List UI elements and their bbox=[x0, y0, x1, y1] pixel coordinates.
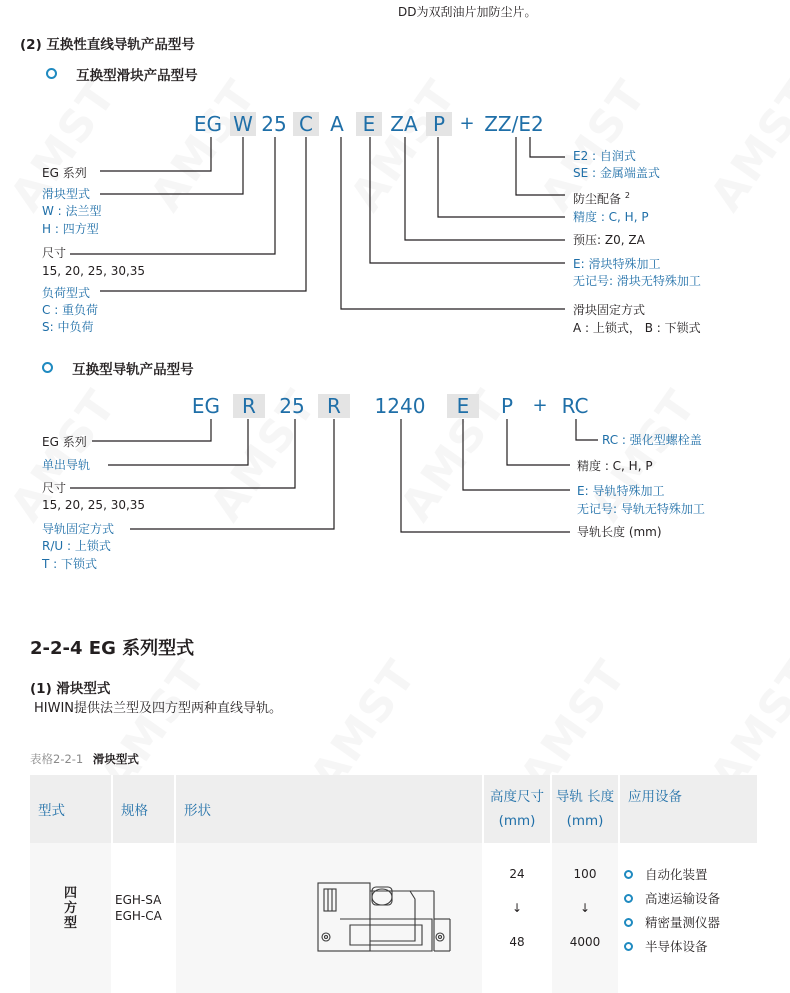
application-item: 自动化装置 bbox=[624, 863, 756, 887]
code-segment: ZZ/E2 bbox=[484, 112, 544, 136]
label-size-values: 15, 20, 25, 30,35 bbox=[42, 264, 146, 278]
code-plus: + bbox=[459, 113, 475, 134]
cell-height: 24 ↓ 48 bbox=[483, 843, 551, 973]
label-mount: 滑块固定方式 bbox=[573, 303, 646, 317]
rail-model-title: 互换型导轨产品型号 bbox=[42, 357, 194, 375]
cell-type: 四 方 型 bbox=[30, 843, 112, 973]
bullet-icon bbox=[624, 870, 633, 879]
block-drawing-icon bbox=[310, 881, 460, 961]
label-size: 尺寸 bbox=[42, 246, 67, 260]
code-segment: R bbox=[318, 394, 350, 418]
label-size: 尺寸 bbox=[42, 481, 67, 495]
code-segment: P bbox=[426, 112, 452, 136]
label-rail-mount: 导轨固定方式 bbox=[42, 522, 115, 536]
code-segment: 25 bbox=[279, 394, 305, 418]
table-row bbox=[30, 973, 757, 993]
label-mount-ab: A : 上锁式， B : 下锁式 bbox=[573, 321, 701, 335]
application-item: 精密量测仪器 bbox=[624, 911, 756, 935]
code-segment: 1240 bbox=[374, 394, 426, 418]
header-type: 型式 bbox=[30, 775, 112, 843]
section-heading: (2) 互换性直线导轨产品型号 bbox=[20, 37, 195, 53]
label-precision: 精度 : C, H, P bbox=[577, 459, 653, 473]
label-block-type-h: H : 四方型 bbox=[42, 222, 99, 236]
label-load-c: C : 重负荷 bbox=[42, 303, 99, 317]
cell-shape bbox=[175, 843, 483, 973]
label-no-mark: 无记号: 导轨无特殊加工 bbox=[577, 502, 705, 516]
label-eg-series: EG 系列 bbox=[42, 435, 87, 449]
label-rc: RC : 强化型螺栓盖 bbox=[602, 433, 702, 447]
header-rail-length: 导轨 长度 (mm) bbox=[551, 775, 619, 843]
header-height: 高度尺寸 (mm) bbox=[483, 775, 551, 843]
code-segment: P bbox=[500, 394, 514, 418]
code-segment: W bbox=[230, 112, 256, 136]
bullet-icon bbox=[624, 942, 633, 951]
cell-spec: EGH-SA EGH-CA bbox=[112, 843, 175, 973]
code-segment: RC bbox=[561, 394, 589, 418]
label-single-rail: 单出导轨 bbox=[42, 458, 91, 472]
label-preload: 预压: Z0, ZA bbox=[573, 233, 645, 247]
label-block-type: 滑块型式 bbox=[42, 187, 91, 201]
label-e2: E2 : 自润式 bbox=[573, 149, 636, 163]
code-segment: E bbox=[447, 394, 479, 418]
code-segment: E bbox=[356, 112, 382, 136]
header-shape: 形状 bbox=[175, 775, 483, 843]
label-rail-mount-t: T : 下锁式 bbox=[42, 557, 98, 571]
cell-applications bbox=[619, 843, 757, 973]
table-caption: 表格2-2-1 滑块型式 bbox=[30, 752, 139, 766]
top-fragment-text: DD为双刮油片加防尘片。 bbox=[398, 5, 537, 19]
code-segment: ZA bbox=[390, 112, 418, 136]
label-rail-length: 导轨长度 (mm) bbox=[577, 525, 662, 539]
label-e-special: E: 导轨特殊加工 bbox=[577, 484, 665, 498]
label-block-type-w: W : 法兰型 bbox=[42, 204, 102, 218]
label-rail-mount-ru: R/U : 上锁式 bbox=[42, 539, 111, 553]
block-model-title: 互换型滑块产品型号 bbox=[46, 63, 198, 81]
section-224-heading: 2-2-4 EG 系列型式 bbox=[30, 638, 195, 659]
code-segment: R bbox=[233, 394, 265, 418]
code-segment: A bbox=[330, 112, 344, 136]
application-item: 高速运输设备 bbox=[624, 887, 756, 911]
block-type-table bbox=[30, 775, 757, 993]
code-segment: 25 bbox=[261, 112, 287, 136]
code-segment: C bbox=[293, 112, 319, 136]
label-dust: 防尘配备 $^2$ bbox=[573, 191, 630, 206]
description: HIWIN提供法兰型及四方型两种直线导轨。 bbox=[34, 701, 283, 716]
bullet-icon bbox=[624, 918, 633, 927]
cell-rail-length: 100 ↓ 4000 bbox=[551, 843, 619, 973]
code-segment: EG bbox=[193, 112, 223, 136]
table-header-row bbox=[30, 775, 757, 843]
header-application: 应用设备 bbox=[619, 775, 757, 843]
header-spec: 规格 bbox=[112, 775, 175, 843]
application-item: 半导体设备 bbox=[624, 935, 756, 959]
label-eg-series: EG 系列 bbox=[42, 166, 87, 180]
table-row bbox=[30, 843, 757, 973]
code-segment: EG bbox=[191, 394, 221, 418]
label-size-values: 15, 20, 25, 30,35 bbox=[42, 498, 146, 512]
code-plus: + bbox=[532, 395, 548, 416]
footnote-mark: 2 bbox=[624, 191, 630, 200]
label-se: SE : 金属端盖式 bbox=[573, 166, 660, 180]
label-precision: 精度 : C, H, P bbox=[573, 210, 649, 224]
label-no-mark: 无记号: 滑块无特殊加工 bbox=[573, 274, 701, 288]
label-e-special: E: 滑块特殊加工 bbox=[573, 257, 661, 271]
label-load-s: S: 中负荷 bbox=[42, 320, 94, 334]
label-load-type: 负荷型式 bbox=[42, 286, 91, 300]
bullet-icon bbox=[624, 894, 633, 903]
sub-heading: (1) 滑块型式 bbox=[30, 681, 111, 697]
